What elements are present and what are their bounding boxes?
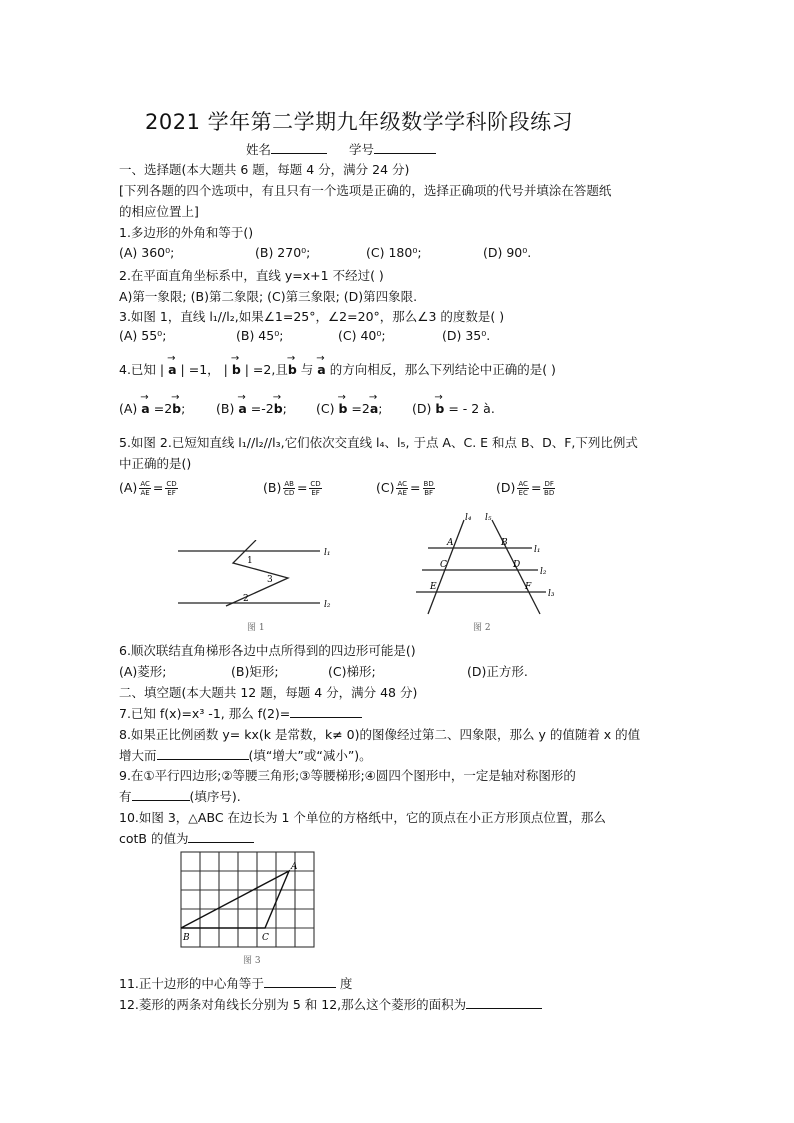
fig2-point-f: F (525, 582, 532, 592)
name-blank[interactable] (271, 141, 327, 154)
q4-option-c: (C) → b =2→ a; (316, 401, 383, 416)
q4-stem (119, 360, 556, 378)
vector-a: → a (168, 362, 176, 377)
q11-stem: 11.正十边形的中心角等于 (119, 976, 264, 991)
fig3-point-b: B (183, 933, 190, 943)
q1-stem: 1.多边形的外角和等于() (119, 225, 254, 240)
q4-text-2: | =1， | (180, 362, 228, 377)
vector-b-2: → b (288, 362, 297, 377)
fig2-label-l1: l₁ (534, 545, 541, 555)
vector-a-2: → a (317, 362, 325, 377)
section1-instruction-2: 的相应位置上] (119, 204, 199, 219)
q1-option-b: (B) 270⁰; (255, 245, 311, 260)
fig1-angle-2: 2 (243, 594, 249, 604)
figure-2 (410, 508, 570, 633)
q5-stem-1: 5.如图 2.已短知直线 l₁//l₂//l₃,它们依次交直线 l₄、l₅, 于点 A、C. E 和点 B、D、F,下列比例式 (119, 435, 638, 450)
q11-answer-blank[interactable] (264, 975, 336, 988)
q11-unit: 度 (339, 976, 353, 991)
q3-option-b: (B) 45⁰; (236, 328, 284, 343)
q4-option-b: (B) → a =-2→ b; (216, 401, 287, 416)
q1-option-d: (D) 90⁰. (483, 245, 532, 260)
q5-option-c: (C) $\frac{AC}{AE}$ = $\frac{BD}{BF}$ (376, 480, 434, 497)
q3-option-c: (C) 40⁰; (338, 328, 386, 343)
fig2-point-e: E (430, 582, 437, 592)
q9-line-1: 9.在①平行四边形;②等腰三角形;③等腰梯形;④圆四个图形中，一定是轴对称图形的 (119, 768, 576, 783)
fig2-point-d: D (513, 560, 521, 570)
figure-3 (178, 849, 318, 969)
q4-option-d: (D) → b = - 2 à. (412, 401, 495, 416)
q3-option-d: (D) 35⁰. (442, 328, 491, 343)
q6-stem: 6.顺次联结直角梯形各边中点所得到的四边形可能是() (119, 643, 416, 658)
q12-answer-blank[interactable] (466, 996, 542, 1009)
q4-text-3: | =2,且 (244, 362, 288, 377)
q8-line-2: 增大而 (填“增大”或“减小”)。 (119, 748, 372, 763)
q7-stem: 7.已知 f(x)=x³ -1, 那么 f(2)= (119, 706, 291, 721)
fig2-point-b: B (501, 538, 508, 548)
fig1-label-l2: l₂ (324, 600, 331, 610)
q5-option-b: (B) $\frac{AB}{CD}$ = $\frac{CD}{EF}$ (263, 480, 321, 497)
fig1-angle-3: 3 (267, 575, 273, 585)
q10-line-2: cotB 的值为 (119, 829, 254, 847)
q8-line-1: 8.如果正比例函数 y= kx(k 是常数，k≠ 0)的图像经过第二、四象限，那么 y 的值随着 x 的值 (119, 727, 641, 742)
q4-text-5: 的方向相反，那么下列结论中正确的是( ) (329, 362, 556, 377)
fig2-point-c: C (440, 560, 447, 570)
q12-stem: 12.菱形的两条对角线长分别为 5 和 12,那么这个菱形的面积为 (119, 997, 467, 1012)
fig1-zigzag (226, 540, 288, 606)
fig2-label-l3: l₃ (548, 589, 555, 599)
id-label: 学号 (348, 142, 374, 157)
fig1-angle-1: 1 (247, 556, 253, 566)
section1-heading: 一、选择题(本大题共 6 题，每题 4 分，满分 24 分) (119, 162, 410, 177)
q1-option-c: (C) 180⁰; (366, 245, 422, 260)
name-label: 姓名 (246, 142, 272, 157)
q9-answer-blank[interactable] (132, 788, 190, 801)
fig3-caption: 图 3 (243, 956, 261, 966)
q6-option-a: (A)菱形; (119, 664, 167, 679)
q6-option-c: (C)梯形; (328, 664, 376, 679)
fig3-triangle-abc (181, 871, 289, 928)
student-info (246, 140, 436, 158)
fig2-point-a: A (447, 538, 454, 548)
q6-option-b: (B)矩形; (231, 664, 279, 679)
q7-answer-blank[interactable] (290, 705, 362, 718)
fig3-point-a: A (291, 862, 298, 872)
q9-line-2: 有 (填序号). (119, 789, 241, 804)
q8-answer-blank[interactable] (157, 747, 249, 760)
q2-stem: 2.在平面直角坐标系中，直线 y=x+1 不经过( ) (119, 268, 384, 283)
q5-option-a: (A) $\frac{AC}{AE}$ = $\frac{CD}{EF}$ (119, 480, 177, 497)
q2-options: A)第一象限; (B)第二象限; (C)第三象限; (D)第四象限. (119, 289, 418, 304)
fig1-label-l1: l₁ (324, 548, 331, 558)
q11 (119, 974, 352, 992)
fig1-caption: 图 1 (247, 623, 265, 633)
section2-heading: 二、填空题(本大题共 12 题，每题 4 分，满分 48 分) (119, 685, 418, 700)
q5-stem-2: 中正确的是() (119, 456, 192, 471)
fig2-label-l5: l₅ (485, 513, 492, 523)
q6-option-d: (D)正方形. (467, 664, 528, 679)
q4-text-1: 4.已知 | (119, 362, 165, 377)
q3-option-a: (A) 55⁰; (119, 328, 167, 343)
fig2-label-l4: l₄ (465, 513, 472, 523)
fig2-caption: 图 2 (473, 623, 491, 633)
q10-answer-blank[interactable] (188, 830, 254, 843)
q3-stem: 3.如图 1，直线 l₁//l₂,如果∠1=25°，∠2=20°，那么∠3 的度数是( ) (119, 309, 505, 324)
q12 (119, 995, 542, 1013)
q1-option-a: (A) 360⁰; (119, 245, 175, 260)
page-title: 2021 学年第二学期九年级数学学科阶段练习 (145, 110, 574, 134)
q4-option-a: (A) → a =2→ b; (119, 401, 185, 416)
figure-1 (170, 540, 350, 635)
fig3-point-c: C (262, 933, 269, 943)
q7 (119, 704, 362, 722)
section1-instruction-1: [下列各题的四个选项中，有且只有一个选项是正确的，选择正确项的代号并填涂在答题纸 (119, 183, 612, 198)
q5-option-d: (D) $\frac{AC}{EC}$ = $\frac{DF}{BD}$ (496, 480, 555, 497)
vector-b: → b (232, 362, 241, 377)
q10-line-1: 10.如图 3，△ABC 在边长为 1 个单位的方格纸中，它的顶点在小正方形顶点位置，那么 (119, 810, 606, 825)
q4-text-4: 与 (300, 362, 314, 377)
id-blank[interactable] (374, 141, 436, 154)
fig2-label-l2: l₂ (540, 567, 547, 577)
